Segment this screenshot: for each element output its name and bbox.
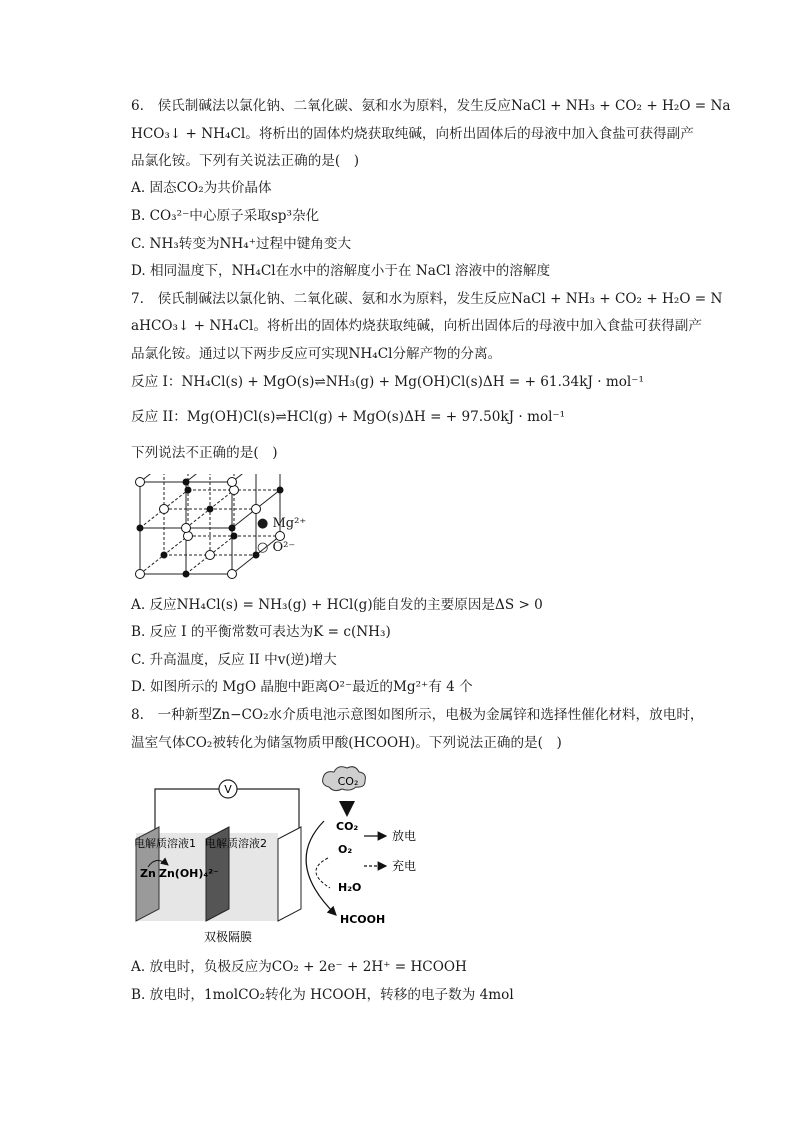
oxide-ion [252,505,261,514]
q6-option-d: D. 相同温度下，NH₄Cl在水中的溶解度小于在 NaCl 溶液中的溶解度 [131,263,551,279]
magnesium-ion [185,487,191,493]
zn-label: Zn [140,867,156,880]
electrolyte-1-label: 电解质溶液1 [134,837,196,850]
reaction-2: 反应 II：Mg(OH)Cl(s)⇌HCl(g) + MgO(s)ΔH = + 97.50kJ · mol⁻¹ [131,409,566,425]
discharge-label: 放电 [392,829,417,843]
magnesium-ion [229,525,235,531]
q8-line-2: 温室气体CO₂被转化为储氢物质甲酸(HCOOH)。下列说法正确的是( ) [131,735,562,751]
q7-option-c: C. 升高温度，反应 II 中v(逆)增大 [131,652,337,668]
hcooh-label: HCOOH [340,913,386,926]
charge-label: 充电 [392,859,417,873]
oxide-ion [136,478,145,487]
q6-option-a: A. 固态CO₂为共价晶体 [131,180,272,196]
legend-mg [257,515,306,533]
o2-label: O₂ [338,843,353,856]
q7-option-d: D. 如图所示的 MgO 晶胞中距离O²⁻最近的Mg²⁺有 4 个 [131,679,473,695]
q6-line-3: 品氯化铵。下列有关说法正确的是( ) [131,153,360,169]
q7-option-a: A. 反应NH₄Cl(s) = NH₃(g) + HCl(g)能自发的主要原因是ΔS > 0 [131,597,543,613]
q8-line-1: 8. 一种新型Zn−CO₂水介质电池示意图如图所示，电极为金属锌和选择性催化材料，放电时， [131,707,704,723]
o-ion-marker-icon: ○ [257,540,269,555]
zn-co2-battery-figure [128,763,418,948]
magnesium-ion [231,533,237,539]
voltmeter-label: V [224,783,232,796]
q6-option-b: B. CO₃²⁻中心原子采取sp³杂化 [131,208,320,224]
oxide-ion [182,524,191,533]
q6-line-1: 6. 侯氏制碱法以氯化钠、二氧化碳、氨和水为原料，发生反应NaCl + NH₃ + CO₂ + H₂O = Na [131,98,731,114]
magnesium-ion [183,479,189,485]
electrolyte-2-label: 电解质溶液2 [205,837,267,850]
magnesium-ion [277,487,283,493]
q7-option-b: B. 反应 I 的平衡常数可表达为K = c(NH₃) [131,624,391,640]
h2o-label: H₂O [338,881,362,894]
mg-ion-marker-icon: ● [257,516,269,531]
cloud-co2-label: CO₂ [337,775,359,788]
co2-label: CO₂ [336,820,359,833]
catalyst-electrode [278,827,301,921]
magnesium-ion [161,552,167,558]
legend-o [257,539,295,557]
q6-line-2: HCO₃↓ + NH₄Cl。将析出的固体灼烧获取纯碱，向析出固体后的母液中加入食盐可获得副产 [131,126,694,142]
legend-o-label: O²⁻ [272,540,296,555]
oxide-ion [206,551,215,560]
q8-option-b: B. 放电时，1molCO₂转化为 HCOOH，转移的电子数为 4mol [131,987,514,1003]
q7-stem: 下列说法不正确的是( ) [131,445,278,461]
q6-option-c: C. NH₃转变为NH₄⁺过程中键角变大 [131,236,352,252]
membrane-label: 双极隔膜 [203,930,253,944]
reaction-1: 反应 I：NH₄Cl(s) + MgO(s)⇌NH₃(g) + Mg(OH)Cl(s)ΔH = + 61.34kJ · mol⁻¹ [131,374,644,390]
legend-mg-label: Mg²⁺ [272,516,307,531]
magnesium-ion [183,571,189,577]
magnesium-ion [137,525,143,531]
q8-option-a: A. 放电时，负极反应为CO₂ + 2e⁻ + 2H⁺ = HCOOH [131,959,467,975]
oxide-ion [228,478,237,487]
oxide-ion [228,570,237,579]
q7-line-3: 品氯化铵。通过以下两步反应可实现NH₄Cl分解产物的分离。 [131,346,502,362]
zn-oh-label: Zn(OH)₄²⁻ [159,867,219,880]
charge-curve [316,858,330,888]
q7-line-1: 7. 侯氏制碱法以氯化钠、二氧化碳、氨和水为原料，发生反应NaCl + NH₃ + CO₂ + H₂O = N [131,291,723,307]
oxide-ion [160,505,169,514]
q7-line-2: aHCO₃↓ + NH₄Cl。将析出的固体灼烧获取纯碱，向析出固体后的母液中加入食盐可获得副产 [131,318,702,334]
oxide-ion [136,570,145,579]
reaction-curve [306,821,336,915]
magnesium-ion [207,506,213,512]
